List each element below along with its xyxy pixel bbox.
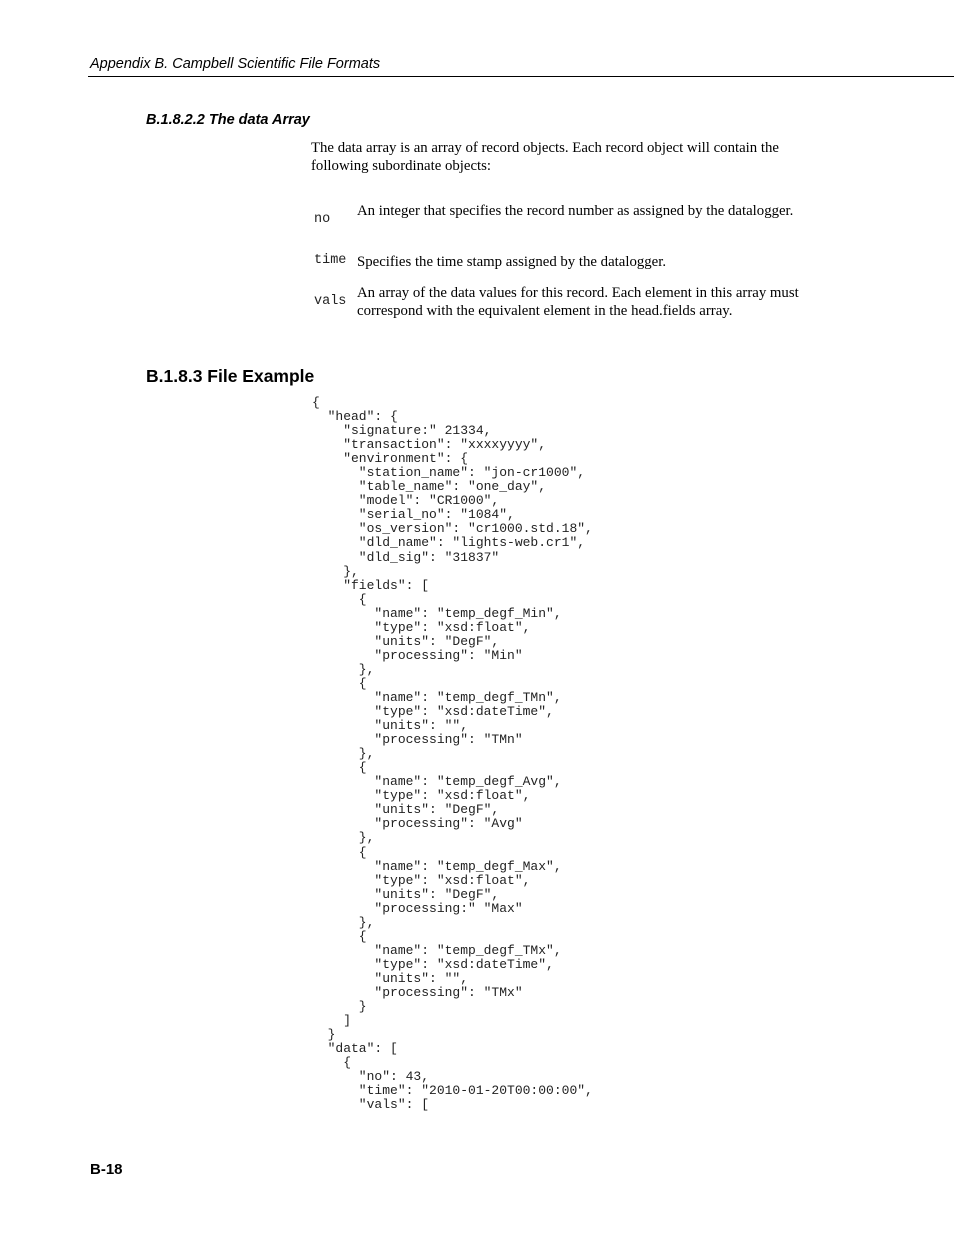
definition-description-no: An integer that specifies the record number as assigned by the datalogger. (357, 203, 794, 219)
definition-description-vals: An array of the data values for this record. Each element in this array must correspond with the equivalent element in the head.fields array. (357, 285, 799, 319)
json-code-example: { "head": { "signature:" 21334, "transaction": "xxxxyyyy", "environment": { "station_name": "jon-cr1000", "table_name": "one_day", "model": "CR1000", "serial_no": "1084", "os_version": "cr1000.std.18", "dld_name": "lights-web.cr1", "dld_sig": "31837" }, "fields": [ { "name": "temp_degf_Min", "type": "xsd:float", "units": "DegF", "processing": "Min" }, { "name": "temp_degf_TMn", "type": "xsd:dateTime", "units": "", "processing": "TMn" }, { "name": "temp_degf_Avg", "type": "xsd:float", "units": "DegF", "processing": "Avg" }, { "name": "temp_degf_Max", "type": "xsd:float", "units": "DegF", "processing:" "Max" }, { "name": "temp_degf_TMx", "type": "xsd:dateTime", "units": "", "processing": "TMx" } ] } "data": [ { "no": 43, "time": "2010-01-20T00:00:00", "vals": [ (312, 395, 593, 1113)
definition-term-no: no (314, 212, 331, 227)
header-divider (88, 76, 954, 77)
definition-description-time: Specifies the time stamp assigned by the datalogger. (357, 254, 667, 270)
subsection-heading: B.1.8.2.2 The data Array (146, 112, 310, 128)
intro-paragraph: The data array is an array of record objects. Each record object will contain the following subordinate objects: (311, 140, 779, 174)
section-heading: B.1.8.3 File Example (146, 366, 315, 386)
running-header: Appendix B. Campbell Scientific File Formats (90, 56, 381, 72)
definition-term-vals: vals (314, 294, 347, 309)
definition-term-time: time (314, 253, 347, 268)
page-number: B-18 (90, 1161, 123, 1178)
